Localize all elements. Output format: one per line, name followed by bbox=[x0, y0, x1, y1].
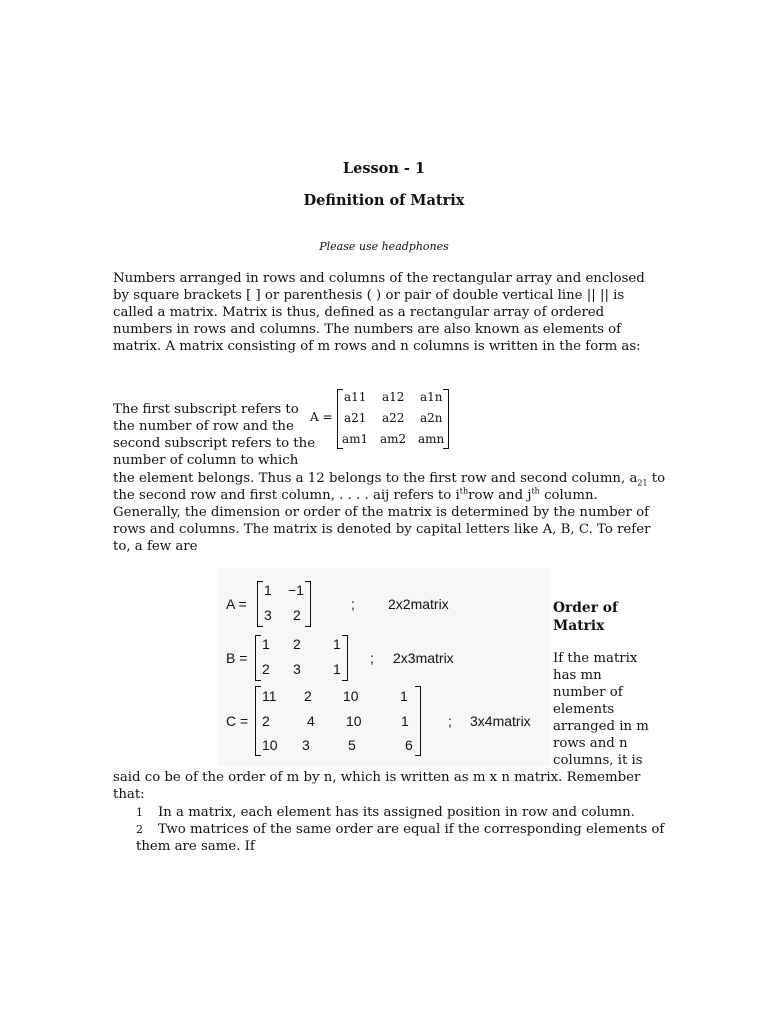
intro-paragraph: Numbers arranged in rows and columns of the rectangular array and enclosed by square brackets [ ] or parenthesis ( ) or pair of double vertical line || || is called a matrix. Matrix is thus, defined as a rectangular array of ordered numbers in rows and columns. The numbers are also known as elements of matrix. A matrix consisting of m rows and n columns is written in the form as: bbox=[113, 271, 645, 354]
matrix-element: a11 bbox=[344, 390, 367, 404]
separator: ; bbox=[351, 596, 355, 612]
left-bracket bbox=[257, 581, 263, 627]
lesson-heading: Lesson - 1 bbox=[342, 160, 426, 177]
continuation-line-1: the element belongs. Thus a 12 belongs to the first row and second column, $a_{21}$ to bbox=[113, 471, 666, 488]
order-heading-line: Order of bbox=[553, 600, 618, 616]
matrix-element: 1 bbox=[401, 713, 409, 729]
separator: ; bbox=[448, 713, 452, 729]
left-bracket bbox=[255, 635, 261, 681]
matrix-element: 2 bbox=[293, 636, 301, 652]
order-text-line: arranged in m bbox=[553, 719, 649, 734]
matrix-element: a2n bbox=[420, 411, 443, 425]
list-item: Two matrices of the same order are equal if the corresponding elements of bbox=[158, 822, 665, 837]
right-bracket bbox=[415, 686, 421, 756]
matrix-element: am2 bbox=[380, 432, 407, 446]
matrix-element: 1 bbox=[333, 661, 341, 677]
continuation-line-5: to, a few are bbox=[113, 539, 198, 554]
matrix-element: 3 bbox=[302, 737, 310, 753]
right-bracket bbox=[305, 581, 311, 627]
example-a-name: A = bbox=[226, 596, 247, 612]
matrix-element: 1 bbox=[400, 688, 408, 704]
page-title: Definition of Matrix bbox=[303, 192, 465, 209]
matrix-element: 1 bbox=[333, 636, 341, 652]
closing-line-1: said co be of the order of m by n, which is written as m x n matrix. Remember bbox=[113, 770, 641, 785]
left-bracket bbox=[255, 686, 261, 756]
closing-line-2: that: bbox=[113, 787, 145, 802]
order-text-line: rows and n bbox=[553, 736, 628, 751]
matrix-element: amn bbox=[418, 432, 445, 446]
matrix-element: 2 bbox=[262, 661, 270, 677]
matrix-element: 10 bbox=[262, 737, 278, 753]
matrix-element: am1 bbox=[342, 432, 369, 446]
separator: ; bbox=[370, 650, 374, 666]
subscript-line: The first subscript refers to bbox=[113, 402, 299, 417]
matrix-element: 11 bbox=[262, 688, 277, 704]
list-item: In a matrix, each element has its assigned position in row and column. bbox=[158, 805, 635, 820]
matrix-element: 2 bbox=[304, 688, 312, 704]
order-text-line: If the matrix bbox=[553, 651, 638, 666]
example-c-name: C = bbox=[226, 713, 249, 729]
matrix-element: 10 bbox=[346, 713, 362, 729]
continuation-line-3: Generally, the dimension or order of the matrix is determined by the number of bbox=[113, 505, 650, 520]
matrix-element: 1 bbox=[264, 582, 272, 598]
continuation-line-2: the second row and first column, . . . . aij refers to $i^{th}row$ and $j^{th}$ column. bbox=[113, 486, 598, 503]
order-text-line: columns, it is bbox=[553, 753, 643, 768]
matrix-element: a1n bbox=[420, 390, 443, 404]
matrix-element: 5 bbox=[348, 737, 356, 753]
matrix-element: 10 bbox=[343, 688, 359, 704]
matrix-element: −1 bbox=[288, 582, 304, 598]
subscript-line: the number of row and the bbox=[113, 419, 294, 434]
list-number: 1 bbox=[136, 806, 143, 819]
order-text-line: elements bbox=[553, 702, 615, 717]
matrix-element: a21 bbox=[344, 411, 367, 425]
order-label: 2x2matrix bbox=[388, 596, 449, 612]
subscript-line: second subscript refers to the bbox=[113, 436, 316, 451]
order-text-line: has mn bbox=[553, 668, 602, 683]
headphones-note: Please use headphones bbox=[319, 240, 449, 253]
order-label: 2x3matrix bbox=[393, 650, 454, 666]
subscript-line: number of column to which bbox=[113, 453, 299, 468]
order-heading-line: Matrix bbox=[553, 618, 605, 634]
list-item-continuation: them are same. If bbox=[136, 839, 255, 854]
matrix-element: 3 bbox=[293, 661, 301, 677]
right-bracket bbox=[342, 635, 348, 681]
matrix-element: a12 bbox=[382, 390, 405, 404]
matrix-element: 4 bbox=[307, 713, 315, 729]
matrix-element: a22 bbox=[382, 411, 405, 425]
matrix-element: 1 bbox=[262, 636, 270, 652]
matrix-element: 6 bbox=[405, 737, 413, 753]
matrix-element: 2 bbox=[262, 713, 270, 729]
order-text-line: number of bbox=[553, 685, 623, 700]
matrix-element: 2 bbox=[293, 607, 301, 623]
continuation-line-4: rows and columns. The matrix is denoted by capital letters like A, B, C. To refer bbox=[113, 522, 651, 537]
matrix-element: 3 bbox=[264, 607, 272, 623]
list-number: 2 bbox=[136, 823, 143, 836]
general-matrix-name: A = bbox=[310, 410, 333, 424]
order-label: 3x4matrix bbox=[470, 713, 531, 729]
example-b-name: B = bbox=[226, 650, 248, 666]
